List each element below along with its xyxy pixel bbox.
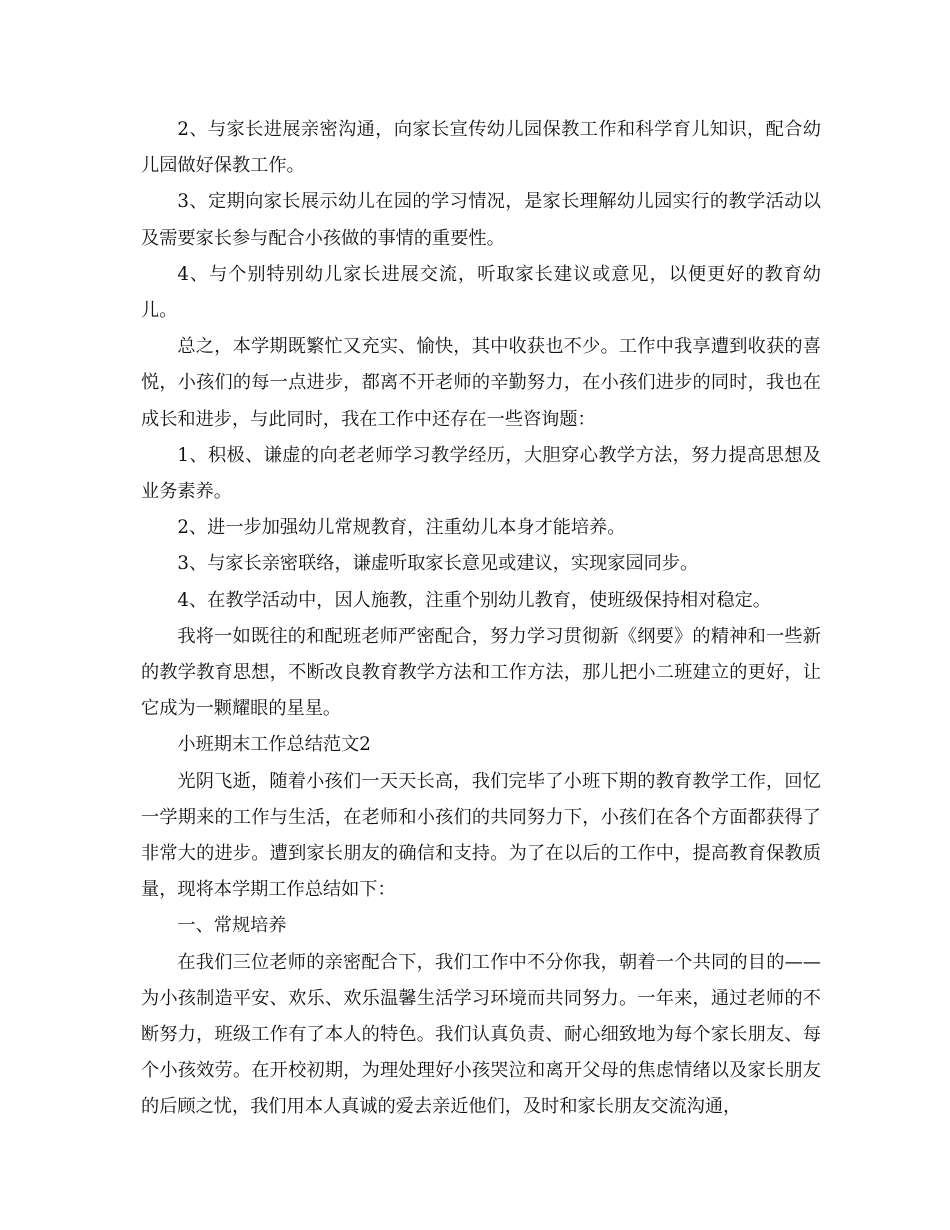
- paragraph-improvement-2: 2、进一步加强幼儿常规教育，注重幼儿本身才能培养。: [177, 517, 626, 539]
- paragraph-improvement-4: 4、在教学活动中，因人施教，注重个别幼儿教育，使班级保持相对稳定。: [177, 589, 771, 611]
- paragraph-parent-communication: 2、与家长进展亲密沟通，向家长宣传幼儿园保教工作和科学育儿知识，配合幼儿园做好保教工作。: [141, 119, 821, 177]
- document-body: [141, 112, 821, 1126]
- paragraph-intro-2: 光阴飞逝，随着小孩们一天天长高，我们完毕了小班下期的教育教学工作，回忆一学期来的工作与生活，在老师和小孩们的共同努力下，小孩们在各个方面都获得了非常大的进步。遭到家长朋友的确信和支持。为了在以后的工作中，提高教育保教质量，现将本学期工作总结如下：: [141, 770, 821, 901]
- paragraph-learning-display: 3、定期向家长展示幼儿在园的学习情况，是家长理解幼儿园实行的教学活动以及需要家长参与配合小孩做的事情的重要性。: [141, 191, 821, 249]
- paragraph-summary: 总之，本学期既繁忙又充实、愉快，其中收获也不少。工作中我享遭到收获的喜悦，小孩们的每一点进步，都离不开老师的辛勤努力，在小孩们进步的同时，我也在成长和进步，与此同时，我在工作中还存在一些咨询题：: [141, 336, 821, 430]
- paragraph-routine-training: 在我们三位老师的亲密配合下，我们工作中不分你我，朝着一个共同的目的——为小孩制造平安、欢乐、欢乐温馨生活学习环境而共同努力。一年来，通过老师的不断努力，班级工作有了本人的特色。我们认真负责、耐心细致地为每个家长朋友、每个小孩效劳。在开校初期，为理处理好小孩哭泣和离开父母的焦虑情绪以及家长朋友的后顾之忧，我们用本人真诚的爱去亲近他们，及时和家长朋友交流沟通，: [141, 951, 821, 1118]
- paragraph-special-children: 4、与个别特别幼儿家长进展交流，听取家长建议或意见，以便更好的教育幼儿。: [141, 263, 821, 322]
- paragraph-future-plan: 我将一如既往的和配班老师严密配合，努力学习贯彻新《纲要》的精神和一些新的教学教育思想，不断改良教育教学方法和工作方法，那儿把小二班建立的更好，让它成为一颗耀眼的星星。: [141, 625, 821, 720]
- section-title-sample-2: 小班期末工作总结范文2: [177, 734, 371, 756]
- section-heading-routine: 一、常规培养: [177, 915, 287, 937]
- paragraph-improvement-3: 3、与家长亲密联络，谦虚听取家长意见或建议，实现家园同步。: [177, 553, 699, 575]
- paragraph-improvement-1: 1、积极、谦虚的向老老师学习教学经历，大胆穿心教学方法，努力提高思想及业务素养。: [141, 444, 821, 503]
